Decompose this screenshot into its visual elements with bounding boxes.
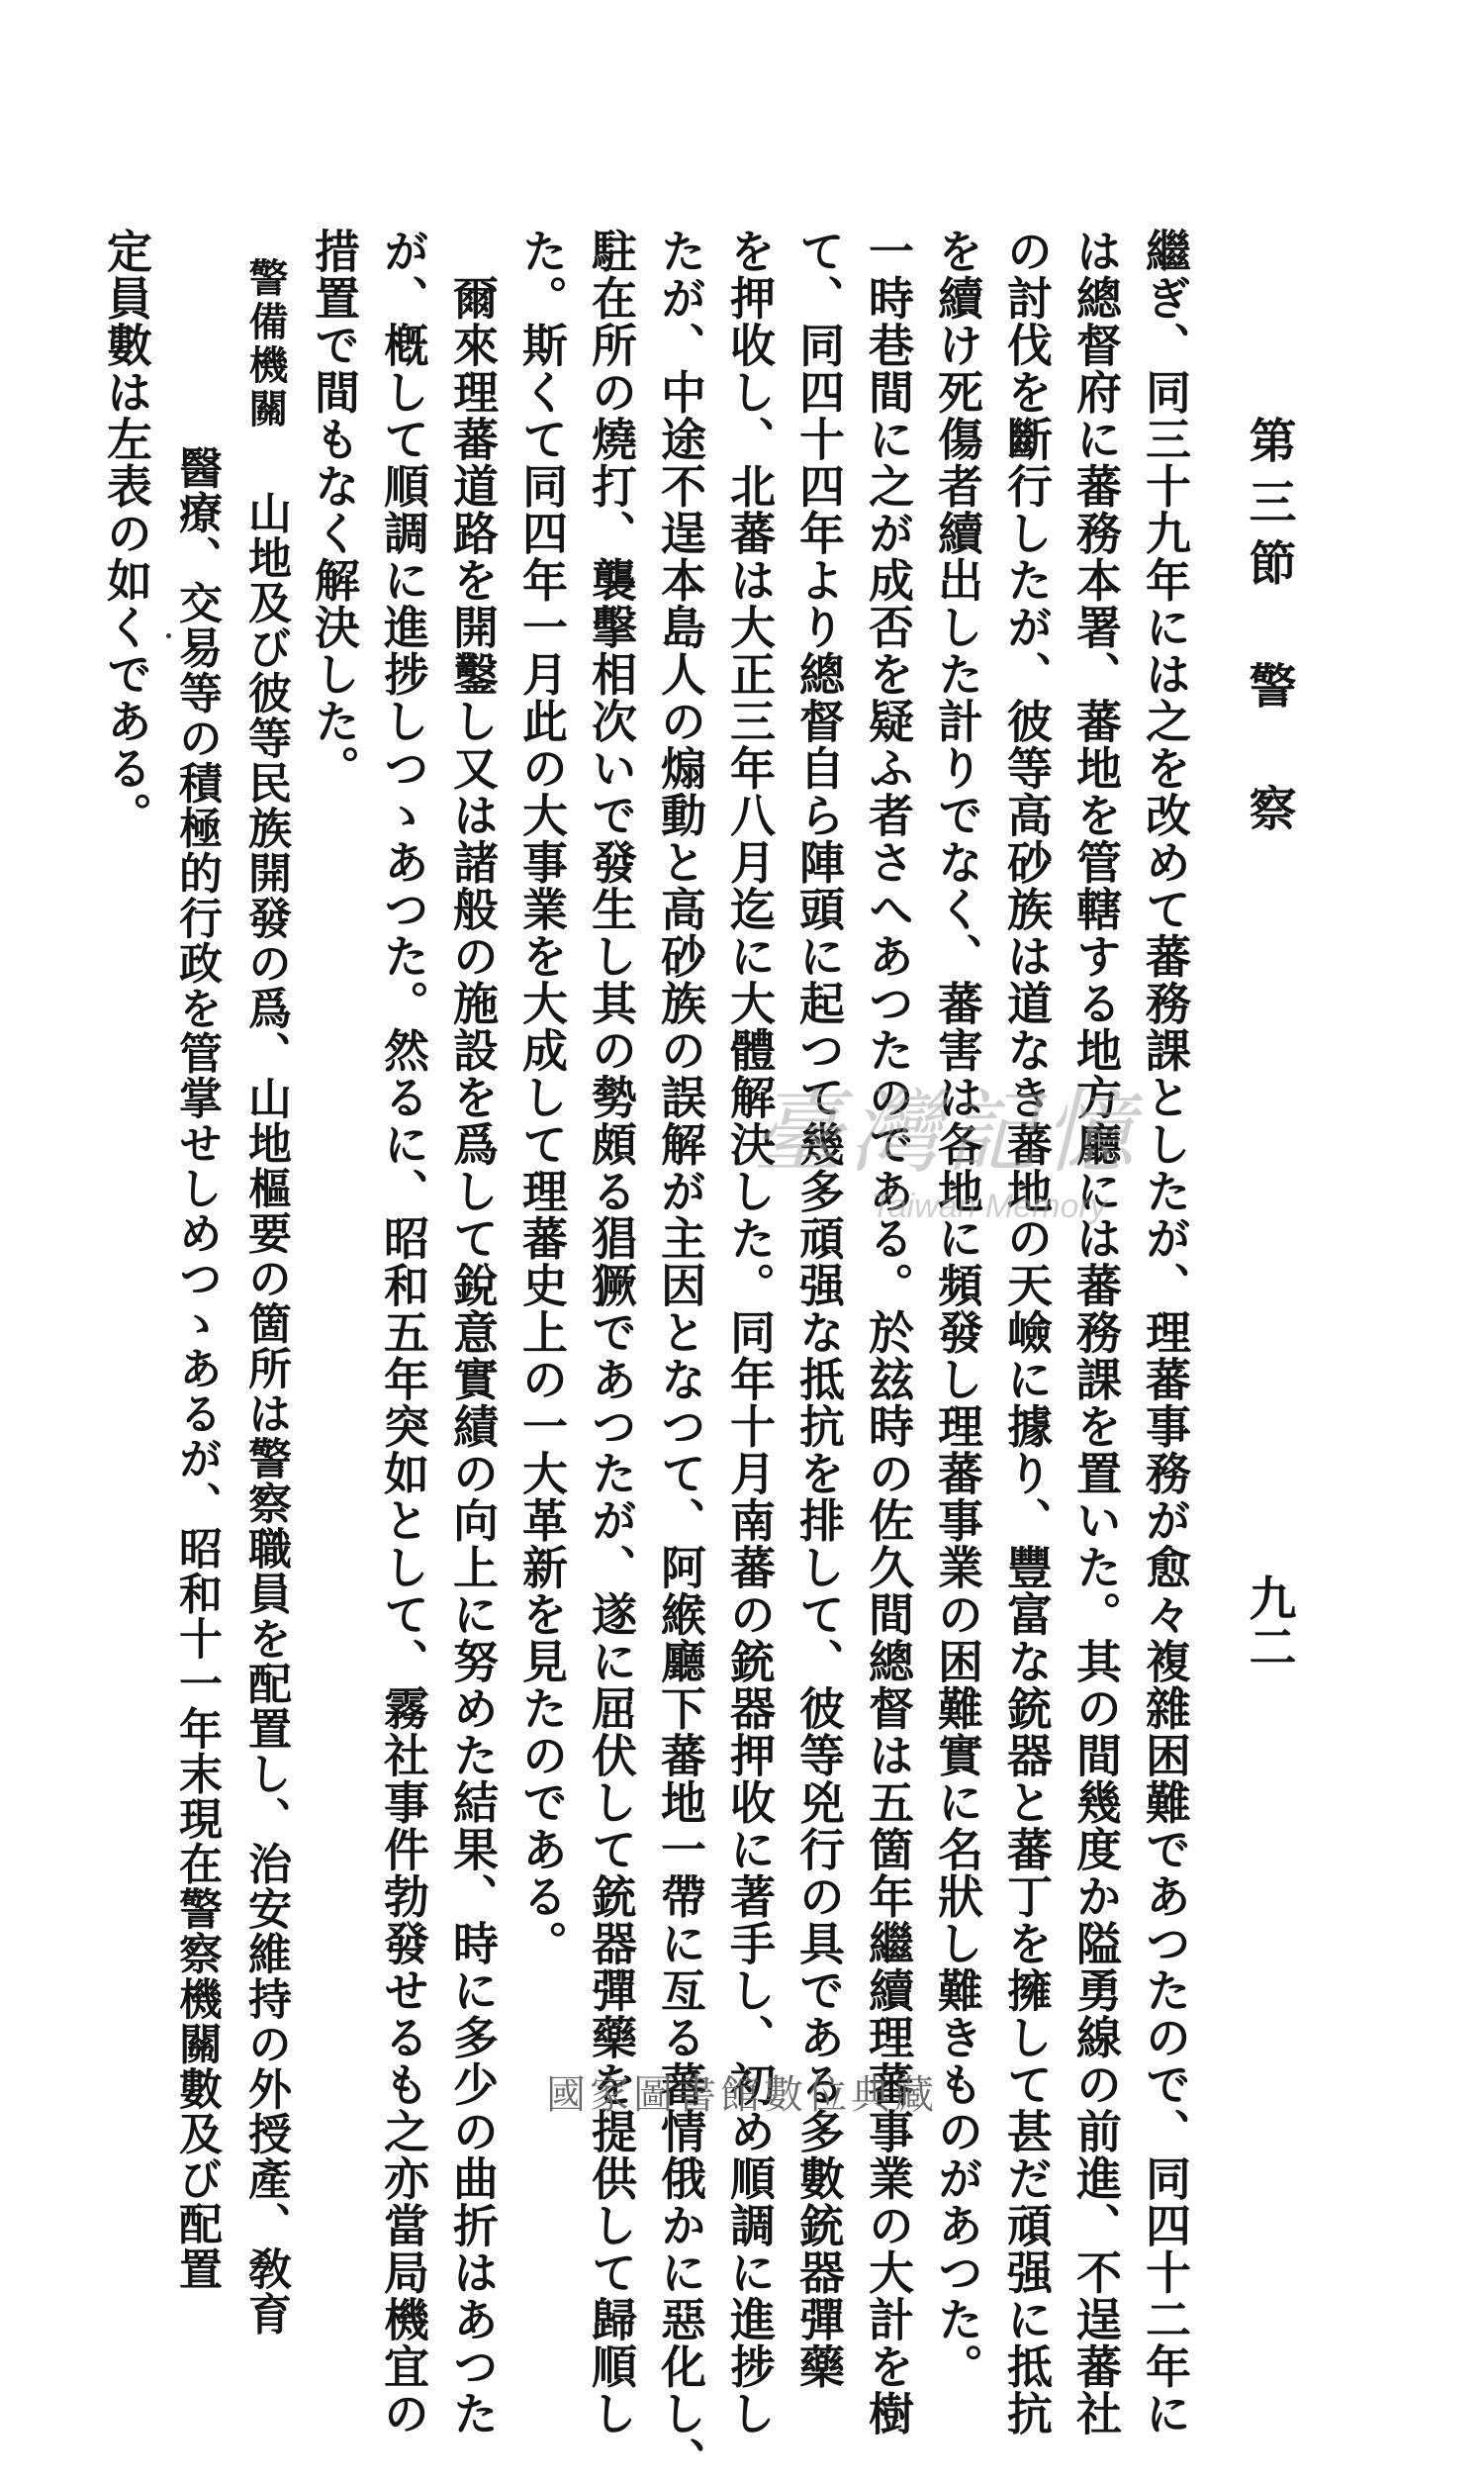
watermark-logo: [752, 1079, 1177, 1247]
page-number: 九二: [1241, 1574, 1296, 1672]
text-column-13: 措置で間もなく解決した。: [308, 228, 361, 792]
library-footer: 國家圖書館數位典藏: [546, 2072, 938, 2118]
text-column-15: 醫療、交易等の積極的行政を管掌せしめつゝあるが、昭和十一年末現在警察機關數及び配置: [171, 445, 222, 2292]
ink-speck: [166, 633, 171, 638]
text-column-6: て、同四十四年より總督自ら陣頭に起つて幾多頑强な抵抗を排して、彼等兇行の具である多數銃器彈藥: [792, 228, 846, 2390]
text-column-3: の討伐を斷行したが、彼等高砂族は道なき蕃地の天嶮に據り、豐富な銃器と蕃丁を擁して甚だ頑强に抵抗: [1000, 228, 1054, 2437]
watermark-text: 臺灣記憶: [752, 1080, 1141, 1186]
text-column-11: 爾來理蕃道路を開鑿し又は諸般の施設を爲して銳意實績の向上に努めた結果、時に多少の曲折はあつた: [446, 228, 500, 2437]
text-column-7: を押收し、北蕃は大正三年八月迄に大體解決した。同年十月南蕃の銃器押收に著手し、初め順調に進捗し: [723, 228, 777, 2437]
section-heading: 警備機關: [242, 257, 289, 431]
section-header: 第三節 警 察: [1241, 416, 1296, 845]
text-column-14: 山地及び彼等民族開發の爲、山地樞要の箇所は警察職員を配置し、治安維持の外授產、敎育: [240, 445, 291, 2337]
text-column-9: 駐在所の燒打、襲擊相次いで發生し其の勢頗る猖獗であつたが、遂に屈伏して銃器彈藥を提供して歸順し: [585, 228, 638, 2437]
watermark-subtitle: Taiwan Memory: [871, 1188, 1107, 1225]
text-column-10: た。斯くて同四年一月此の大事業を大成して理蕃史上の一大革新を見たのである。: [515, 228, 569, 1967]
text-column-2: は總督府に蕃務本署、蕃地を管轄する地方廳には蕃務課を置いた。其の間幾度か隘勇線の前進、不逞蕃社: [1069, 228, 1123, 2437]
text-column-1: 繼ぎ、同三十九年には之を改めて蕃務課としたが、理蕃事務が愈々複雜困難であつたので、同四十二年に: [1139, 228, 1192, 2437]
text-column-12: が、槪して順調に進捗しつゝあつた。然るに、昭和五年突如として、霧社事件勃發せるも之亦當局機宜の: [377, 228, 430, 2437]
text-column-16: 定員數は左表の如くである。: [100, 228, 153, 839]
text-column-8: たが、中途不逞本島人の煽動と高砂族の誤解が主因となつて、阿緱廳下蕃地一帶に亙る蕃情俄かに惡化し、: [654, 228, 707, 2484]
text-column-5: 一時巷間に之が成否を疑ふ者さへあつたのである。於玆時の佐久間總督は五箇年繼續理蕃事業の大計を樹: [862, 228, 915, 2437]
text-column-4: を續け死傷者續出した計りでなく、蕃害は各地に頻發し理蕃事業の困難實に名狀し難きものがあつた。: [931, 228, 984, 2390]
